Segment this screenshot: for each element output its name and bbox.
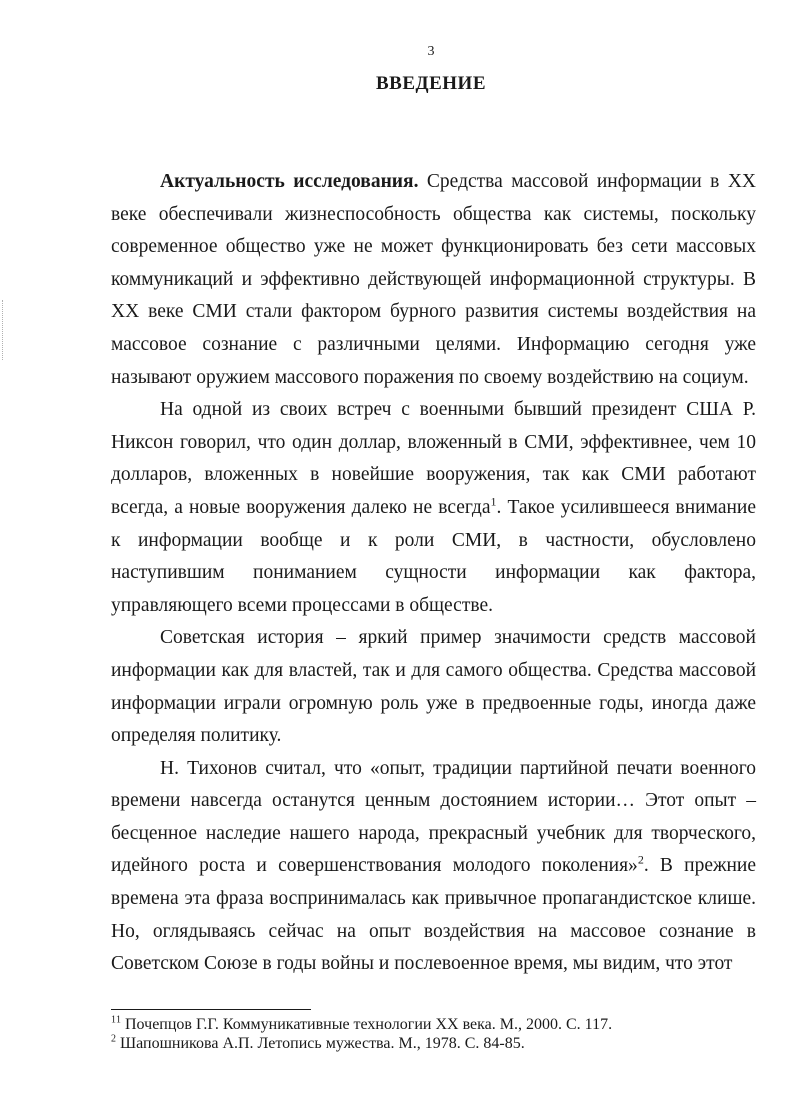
- footnote-divider: [111, 1009, 311, 1010]
- paragraph-text: . Такое усилившееся внимание к информации вообще и к роли СМИ, в частности, обусловлено наступившим пониманием сущности информации как фактора, управляющего всеми процессами в обществе.: [111, 496, 756, 616]
- paragraph-nixon: [111, 394, 756, 622]
- paragraph-tikhonov: [111, 753, 756, 981]
- footnote-reference-1: 1: [490, 494, 497, 509]
- paragraph-lead: Актуальность исследования.: [160, 171, 419, 192]
- footnote-1: [111, 1015, 756, 1034]
- footnote-text: Шапошникова А.П. Летопись мужества. М., 1978. С. 84-85.: [116, 1035, 525, 1052]
- footnotes: [111, 1015, 756, 1053]
- paragraph-relevance: [111, 166, 756, 394]
- footnote-mark: 1: [111, 1014, 116, 1026]
- page-heading: ВВЕДЕНИЕ: [376, 73, 486, 94]
- footnote-text: Почепцов Г.Г. Коммуникативные технологии XX века. М., 2000. С. 117.: [121, 1016, 613, 1033]
- footnote-reference-2: 2: [637, 852, 644, 867]
- scan-margin-artifact: [2, 300, 5, 360]
- paragraph-text: . В прежние времена эта фраза воспринималась как привычное пропагандистское клише. Но, оглядываясь сейчас на опыт воздействия на массовое сознание в Советском Союзе в годы войны и послевоенное время, мы видим, что этот: [111, 855, 756, 975]
- paragraph-text: На одной из своих встреч с военными бывший президент США Р. Никсон говорил, что один доллар, вложенный в СМИ, эффективнее, чем 10 долларов, вложенных в новейшие вооружения, так как СМИ работают всегда, а новые вооружения далеко не всегда: [111, 399, 756, 518]
- page-number: 3: [427, 44, 435, 59]
- main-text: [111, 166, 756, 981]
- paragraph-soviet-history: [111, 622, 756, 752]
- paragraph-text: Советская история – яркий пример значимости средств массовой информации как для властей, так и для самого общества. Средства массовой информации играли огромную роль уже в предвоенные годы, иногда даже определяя политику.: [111, 627, 756, 747]
- paragraph-text: Н. Тихонов считал, что «опыт, традиции партийной печати военного времени навсегда останутся ценным достоянием истории… Этот опыт – бесценное наследие нашего народа, прекрасный учебник для творческого, идейного роста и совершенствования молодого поколения»: [111, 757, 756, 877]
- footnote-2: [111, 1034, 756, 1053]
- footnote-mark: 2: [111, 1033, 116, 1045]
- footnote-mark-extra: 1: [116, 1014, 121, 1026]
- paragraph-text: Средства массовой информации в XX веке обеспечивали жизнеспособность общества как системы, поскольку современное общество уже не может функционировать без сети массовых коммуникаций и эффективно действующей информационной структуры. В XX веке СМИ стали фактором бурного развития системы воздействия на массовое сознание с различными целями. Информацию сегодня уже называют оружием массового поражения по своему воздействию на социум.: [111, 171, 757, 388]
